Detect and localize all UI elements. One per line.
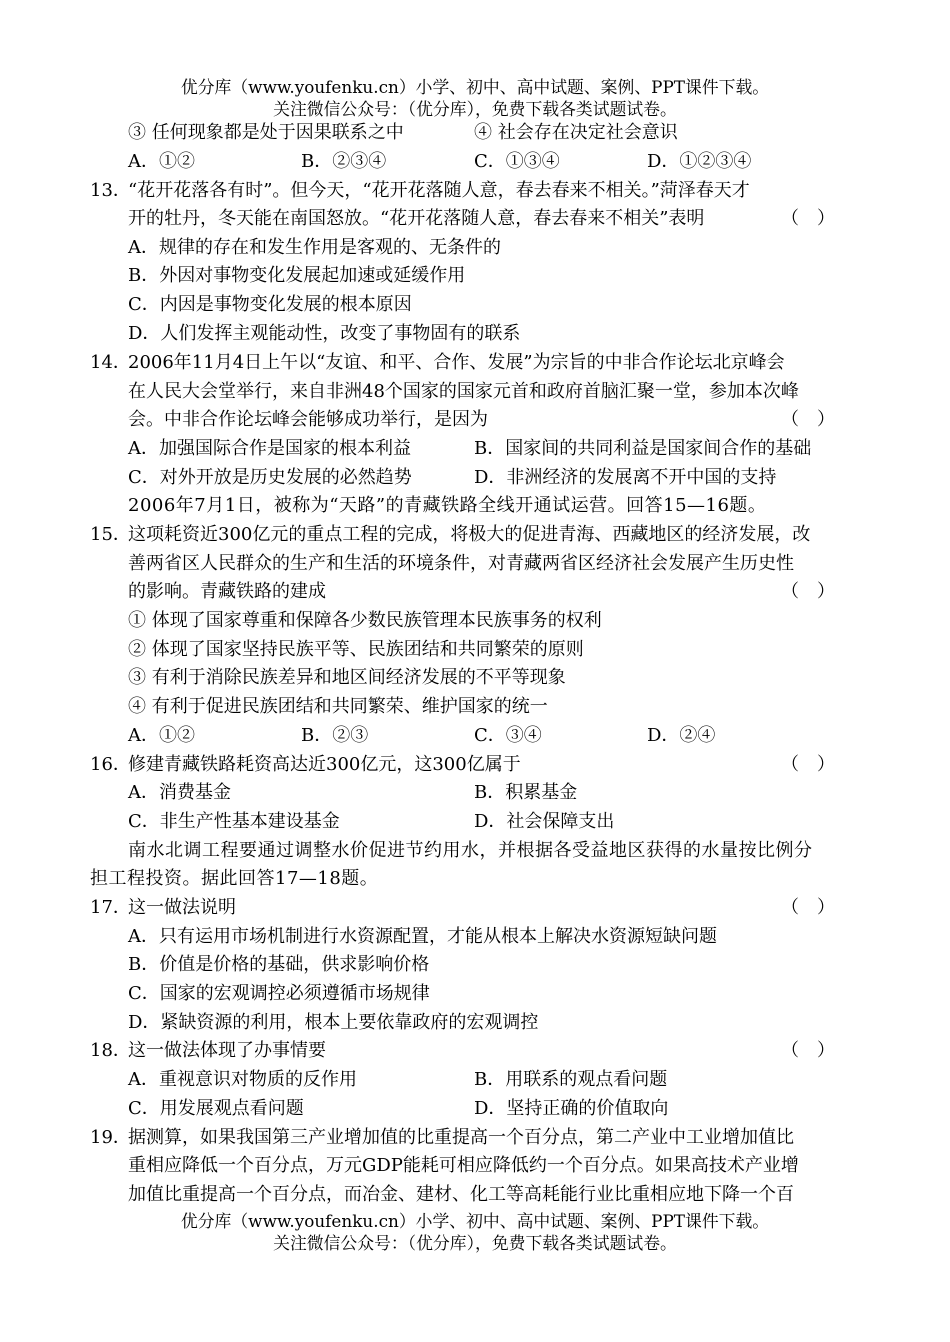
q17-option-d: D．紧缺资源的利用，根本上要依靠政府的宏观调控	[128, 1012, 539, 1033]
q17-option-a: A．只有运用市场机制进行水资源配置，才能从根本上解决水资源短缺问题	[128, 926, 717, 947]
q15-stem-line-1: 这项耗资近300亿元的重点工程的完成，将极大的促进青海、西藏地区的经济发展，改	[128, 524, 811, 545]
q16-stem: 修建青藏铁路耗资高达近300亿元，这300亿属于	[128, 754, 521, 775]
intro-17-18-line-2: 担工程投资。据此回答17—18题。	[90, 868, 379, 889]
q14-number: 14．	[90, 352, 131, 373]
q16-answer-paren: （ ）	[781, 754, 835, 775]
q17-number: 17．	[90, 897, 131, 918]
q16-option-c: C．非生产性基本建设基金	[128, 811, 340, 832]
q15-option-a: A．①②	[128, 725, 195, 746]
q12-option-a: A．①②	[128, 151, 195, 172]
q12-option-d: D．①②③④	[647, 151, 752, 172]
q12-option-b: B．②③④	[301, 151, 387, 172]
q16-option-d: D．社会保障支出	[474, 811, 615, 832]
q15-answer-paren: （ ）	[781, 581, 835, 602]
q14-option-d: D．非洲经济的发展离不开中国的支持	[474, 467, 777, 488]
q18-option-d: D．坚持正确的价值取向	[474, 1098, 669, 1119]
q14-stem-line-2: 在人民大会堂举行，来自非洲48个国家的国家元首和政府首脑汇聚一堂，参加本次峰	[128, 381, 799, 402]
q13-stem-line-2: 开的牡丹，冬天能在南国怒放。“花开花落随人意，春去春来不相关”表明	[128, 208, 705, 229]
q13-number: 13．	[90, 180, 131, 201]
q15-option-d: D．②④	[647, 725, 716, 746]
q18-stem: 这一做法体现了办事情要	[128, 1040, 326, 1061]
q12-statement-3: ③ 任何现象都是处于因果联系之中	[128, 122, 404, 143]
q12-option-c: C．①③④	[474, 151, 560, 172]
q17-option-b: B．价值是价格的基础，供求影响价格	[128, 954, 430, 975]
footer-line-1: 优分库（www.youfenku.cn）小学、初中、高中试题、案例、PPT课件下载。	[180, 1212, 770, 1232]
q13-stem-line-1: “花开花落各有时”。但今天，“花开花落随人意，春去春来不相关。”菏泽春天才	[128, 180, 750, 201]
q13-answer-paren: （ ）	[781, 208, 835, 229]
intro-17-18-line-1: 南水北调工程要通过调整水价促进节约用水，并根据各受益地区获得的水量按比例分	[128, 840, 813, 861]
q18-option-b: B．用联系的观点看问题	[474, 1069, 668, 1090]
q15-option-b: B．②③	[301, 725, 369, 746]
q15-statement-4: ④ 有利于促进民族团结和共同繁荣、维护国家的统一	[128, 696, 548, 717]
q17-answer-paren: （ ）	[781, 897, 835, 918]
header-line-1: 优分库（www.youfenku.cn）小学、初中、高中试题、案例、PPT课件下载。	[180, 78, 770, 98]
q14-option-b: B．国家间的共同利益是国家间合作的基础	[474, 438, 812, 459]
q13-option-b: B．外因对事物变化发展起加速或延缓作用	[128, 265, 466, 286]
q12-statement-4: ④ 社会存在决定社会意识	[474, 122, 678, 143]
q15-stem-line-3: 的影响。青藏铁路的建成	[128, 581, 326, 602]
q13-option-d: D．人们发挥主观能动性，改变了事物固有的联系	[128, 323, 521, 344]
q19-stem-line-2: 重相应降低一个百分点，万元GDP能耗可相应降低约一个百分点。如果高技术产业增	[128, 1155, 799, 1176]
q16-option-a: A．消费基金	[128, 782, 231, 803]
q18-number: 18．	[90, 1040, 131, 1061]
q15-statement-2: ② 体现了国家坚持民族平等、民族团结和共同繁荣的原则	[128, 639, 584, 660]
q17-stem: 这一做法说明	[128, 897, 236, 918]
q14-stem-line-1: 2006年11月4日上午以“友谊、和平、合作、发展”为宗旨的中非合作论坛北京峰会	[128, 352, 785, 373]
q14-option-c: C．对外开放是历史发展的必然趋势	[128, 467, 412, 488]
q18-option-a: A．重视意识对物质的反作用	[128, 1069, 357, 1090]
q14-option-a: A．加强国际合作是国家的根本利益	[128, 438, 411, 459]
q19-stem-line-3: 加值比重提高一个百分点，而冶金、建材、化工等高耗能行业比重相应地下降一个百	[128, 1184, 794, 1205]
q19-stem-line-1: 据测算，如果我国第三产业增加值的比重提高一个百分点，第二产业中工业增加值比	[128, 1127, 794, 1148]
q18-option-c: C．用发展观点看问题	[128, 1098, 304, 1119]
q13-option-c: C．内因是事物变化发展的根本原因	[128, 294, 412, 315]
intro-15-16: 2006年7月1日，被称为“天路”的青藏铁路全线开通试运营。回答15—16题。	[128, 495, 767, 516]
q15-number: 15．	[90, 524, 131, 545]
q17-option-c: C．国家的宏观调控必须遵循市场规律	[128, 983, 430, 1004]
q14-answer-paren: （ ）	[781, 409, 835, 430]
q15-stem-line-2: 善两省区人民群众的生产和生活的环境条件，对青藏两省区经济社会发展产生历史性	[128, 553, 794, 574]
q15-statement-3: ③ 有利于消除民族差异和地区间经济发展的不平等现象	[128, 667, 566, 688]
q16-number: 16．	[90, 754, 131, 775]
q16-option-b: B．积累基金	[474, 782, 578, 803]
q18-answer-paren: （ ）	[781, 1040, 835, 1061]
q14-stem-line-3: 会。中非合作论坛峰会能够成功举行，是因为	[128, 409, 488, 430]
q15-option-c: C．③④	[474, 725, 542, 746]
header-line-2: 关注微信公众号：（优分库），免费下载各类试题试卷。	[273, 100, 677, 120]
q19-number: 19．	[90, 1127, 131, 1148]
q15-statement-1: ① 体现了国家尊重和保障各少数民族管理本民族事务的权利	[128, 610, 602, 631]
q13-option-a: A．规律的存在和发生作用是客观的、无条件的	[128, 237, 501, 258]
footer-line-2: 关注微信公众号：（优分库），免费下载各类试题试卷。	[273, 1234, 677, 1254]
